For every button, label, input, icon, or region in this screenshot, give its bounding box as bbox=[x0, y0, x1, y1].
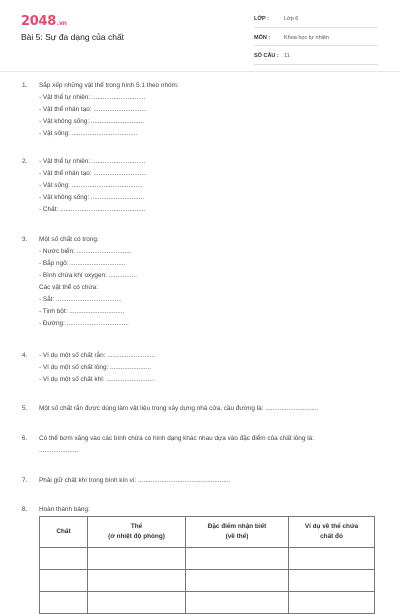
table-cell[interactable] bbox=[186, 570, 289, 592]
answer-line: - Vật sống: ........................................ bbox=[39, 182, 143, 189]
question-text: Một số chất rắn được dùng làm vật liệu trong xây dựng nhà cửa, cầu đường là: .............................. bbox=[39, 405, 319, 412]
meta-row-count bbox=[254, 51, 378, 65]
table-header-cell bbox=[88, 517, 186, 548]
table-cell[interactable] bbox=[40, 570, 88, 592]
table-cell[interactable] bbox=[186, 592, 289, 614]
table-cell[interactable] bbox=[289, 548, 375, 570]
table-cell[interactable] bbox=[289, 570, 375, 592]
answer-line: - Vật không sống: .............................. bbox=[39, 118, 145, 125]
logo bbox=[21, 14, 67, 29]
question-number: 7. bbox=[22, 477, 28, 484]
table-header-text: Thể bbox=[130, 523, 143, 530]
question-text: - Ví dụ một số chất rắn: ........................... bbox=[39, 352, 156, 359]
question-number: 4. bbox=[22, 352, 28, 359]
question-text: Phải giữ chất khí trong bình kín vì: .................................................... bbox=[39, 477, 231, 484]
table-header-subtext: (về thể) bbox=[225, 533, 249, 540]
answer-line: - Vật thể nhân tạo: .............................. bbox=[39, 106, 147, 113]
table-cell[interactable] bbox=[88, 592, 186, 614]
meta-label: MÔN : bbox=[254, 34, 271, 41]
answer-line: - Ví dụ một số chất lỏng: ....................... bbox=[39, 364, 151, 371]
answer-line: - Nước biển: ............................... bbox=[39, 248, 132, 255]
logo-text: 2048 bbox=[21, 14, 56, 29]
question-number: 1. bbox=[22, 82, 28, 89]
meta-label: LỚP : bbox=[254, 16, 269, 22]
table-cell[interactable] bbox=[40, 548, 88, 570]
header-divider bbox=[0, 71, 400, 72]
table-row bbox=[40, 592, 375, 614]
meta-value: Khoa học tự nhiên bbox=[284, 34, 329, 41]
question-number: 6. bbox=[22, 435, 28, 442]
answer-line: - Ví dụ một số chất khí: ........................... bbox=[39, 376, 155, 383]
substance-table bbox=[39, 516, 375, 614]
answer-line: - Bình chứa khí oxygen: ................ bbox=[39, 272, 138, 279]
question-number: 3. bbox=[22, 236, 28, 243]
question-text: Một số chất có trong: bbox=[39, 236, 99, 243]
question-text: Hoàn thành bảng: bbox=[39, 506, 90, 513]
table-header-text: Đặc điểm nhận biết bbox=[207, 523, 267, 530]
meta-value: 11 bbox=[284, 53, 290, 59]
table-cell[interactable] bbox=[289, 592, 375, 614]
table-cell[interactable] bbox=[40, 592, 88, 614]
table-header-row bbox=[40, 517, 375, 548]
table-row bbox=[40, 548, 375, 570]
question-number: 2. bbox=[22, 158, 28, 165]
logo-suffix: .vn bbox=[56, 20, 67, 27]
table-cell[interactable] bbox=[88, 570, 186, 592]
table-header-text: Chất bbox=[56, 528, 71, 535]
answer-line: - Tinh bột: ............................... bbox=[39, 308, 125, 315]
table-header-subtext: chất đó bbox=[320, 533, 343, 540]
answer-line: - Vật thể tự nhiên: .............................. bbox=[39, 94, 146, 101]
table-header-cell bbox=[186, 517, 289, 548]
answer-line: - Chất: ................................................ bbox=[39, 206, 146, 213]
answer-line: - Bắp ngô: ............................... bbox=[39, 260, 126, 267]
table-cell[interactable] bbox=[88, 548, 186, 570]
table-row bbox=[40, 570, 375, 592]
answer-line: ...................... bbox=[39, 447, 79, 454]
page-title: Bài 5: Sự đa dạng của chất bbox=[21, 32, 125, 42]
table-header-cell bbox=[289, 517, 375, 548]
answer-line: - Đường: ................................... bbox=[39, 320, 129, 327]
table-header-subtext: (ở nhiệt độ phòng) bbox=[108, 533, 165, 540]
question-number: 8. bbox=[22, 506, 28, 513]
answer-line: Các vật thể có chứa: bbox=[39, 284, 98, 291]
meta-value: Lớp 6 bbox=[284, 16, 299, 22]
meta-info bbox=[254, 14, 378, 70]
question-number: 5. bbox=[22, 405, 28, 412]
question-text: - Vật thể tự nhiên: .............................. bbox=[39, 158, 146, 165]
meta-row-subject bbox=[254, 33, 378, 47]
answer-line: - Vật không sống: .............................. bbox=[39, 194, 145, 201]
header bbox=[0, 0, 400, 70]
table-cell[interactable] bbox=[186, 548, 289, 570]
answer-line: - Vật thể nhân tạo: .............................. bbox=[39, 170, 147, 177]
meta-label: SỐ CÂU : bbox=[254, 53, 279, 59]
answer-line: - Sắt: ..................................... bbox=[39, 296, 122, 303]
table-header-text: Ví dụ về thể chứa bbox=[304, 523, 359, 530]
table-header-cell bbox=[40, 517, 88, 548]
meta-row-class bbox=[254, 14, 378, 28]
answer-line: - Vật sống: ..................................... bbox=[39, 130, 138, 137]
question-text: Sắp xếp những vật thể trong hình 5.1 theo nhóm: bbox=[39, 82, 179, 89]
question-text: Có thể bơm xăng vào các bình chứa có hình dạng khác nhau dựa vào đặc điểm của chất lỏng là: bbox=[39, 435, 314, 442]
